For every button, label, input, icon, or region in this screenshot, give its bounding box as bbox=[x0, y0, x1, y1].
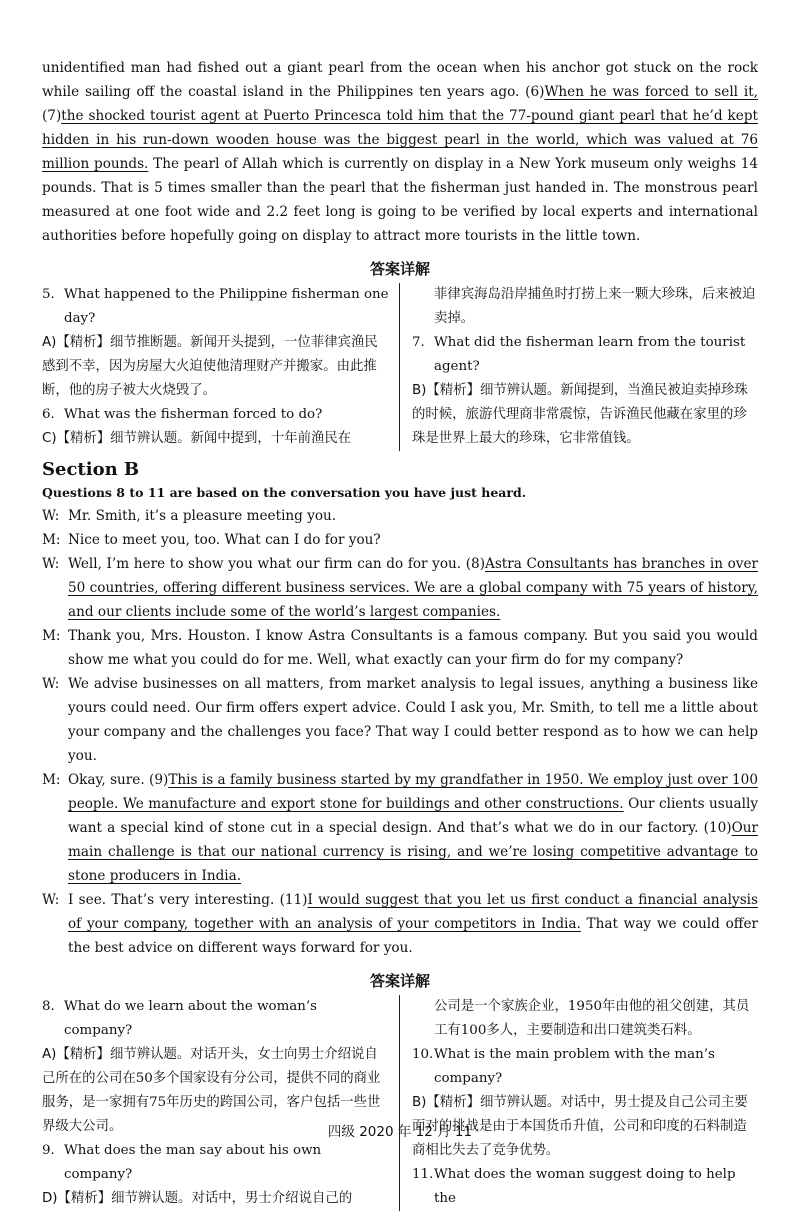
section-instruction: Questions 8 to 11 are based on the conversation you have just heard. bbox=[42, 485, 527, 500]
answer-column-right bbox=[400, 283, 758, 451]
answer-6: C)【精析】细节辨认题。新闻中提到，十年前渔民在 bbox=[42, 431, 352, 446]
page-content bbox=[42, 56, 758, 1211]
underlined-answer-6: When he was forced to sell it, bbox=[544, 84, 758, 100]
section-b-title: Section B bbox=[42, 459, 140, 480]
underlined-answer-7: the shocked tourist agent at Puerto Princesca told him that the 77-pound giant pearl that he’d kept hidden in his run-down wooden house was the biggest pearl in the world, which was valued at 76 million pounds. bbox=[42, 108, 758, 172]
question-10: 10. What is the main problem with the man’s company? bbox=[412, 1047, 715, 1086]
passage-paragraph: unidentified man had fished out a giant pearl from the ocean when his anchor got stuck on the rock while sailing off the coastal island in the Philippines ten years ago. (6)When he was forced to sell it, (7)the shocked tourist agent at Puerto Princesca told him that the 77-pound giant pearl that he’d kept hidden in his run-down wooden house was the biggest pearl in the world, which was valued at 76 million pounds. The pearl of Allah which is currently on display in a New York museum only weighs 14 pounds. That is 5 times smaller than the pearl that the fisherman just handed in. The monstrous pearl measured at one foot wide and 2.2 feet long is going to be verified by local experts and international authorities before hopefully going on display to attract more tourists in the little town. bbox=[42, 60, 758, 244]
underlined-answer-11: I would suggest that you let us first conduct a financial analysis of your company, together with an analysis of your competitors in India. bbox=[68, 892, 758, 932]
dialogue-line: W: I see. That’s very interesting. (11)I would suggest that you let us first conduct a financial analysis of your company, together with an analysis of your competitors in India. That way we could offer the best advice on different ways forward for you. bbox=[42, 892, 758, 956]
underlined-answer-10: Our main challenge is that our national currency is rising, and we’re losing competitive advantage to stone producers in India. bbox=[68, 820, 758, 884]
answer-heading-1: 答案详解 bbox=[369, 260, 430, 278]
answer-6-continued: 菲律宾海岛沿岸捕鱼时打捞上来一颗大珍珠，后来被迫卖掉。 bbox=[434, 287, 756, 326]
answer-column-left bbox=[42, 995, 400, 1211]
question-5: 5. What happened to the Philippine fisherman one day? bbox=[42, 287, 389, 326]
underlined-answer-8: Astra Consultants has branches in over 50 countries, offering different business services. We are a global company with 75 years of history, and our clients include some of the world’s largest companies. bbox=[68, 556, 758, 620]
answer-9: D)【精析】细节辨认题。对话中，男士介绍说自己的 bbox=[42, 1191, 353, 1206]
answer-9-continued: 公司是一个家族企业，1950年由他的祖父创建，其员工有100多人，主要制造和出口建筑类石料。 bbox=[434, 999, 750, 1038]
question-8: 8. What do we learn about the woman’s company? bbox=[42, 999, 318, 1038]
dialogue-line: M: Nice to meet you, too. What can I do for you? bbox=[42, 532, 381, 548]
dialogue-line: M: Thank you, Mrs. Houston. I know Astra Consultants is a famous company. But you said you would show me what you could do for me. Well, what exactly can your firm do for my company? bbox=[42, 628, 758, 668]
answer-7: B)【精析】细节辨认题。新闻提到，当渔民被迫卖掉珍珠的时候，旅游代理商非常震惊，告诉渔民他藏在家里的珍珠是世界上最大的珍珠，它非常值钱。 bbox=[412, 383, 748, 446]
underlined-answer-9: This is a family business started by my grandfather in 1950. We employ just over 100 people. We manufacture and export stone for buildings and other constructions. bbox=[68, 772, 758, 812]
page-footer: 四级 2020 年 12 月 11 bbox=[327, 1124, 473, 1140]
answer-column-left bbox=[42, 283, 400, 451]
dialogue-line: W: Well, I’m here to show you what our firm can do for you. (8)Astra Consultants has branches in over 50 countries, offering different business services. We are a global company with 75 years of history, and our clients include some of the world’s largest companies. bbox=[42, 556, 758, 620]
answer-columns-1 bbox=[42, 283, 758, 451]
answer-heading-2: 答案详解 bbox=[369, 972, 430, 990]
dialogue-line: M: Okay, sure. (9)This is a family business started by my grandfather in 1950. We employ just over 100 people. We manufacture and export stone for buildings and other constructions. Our clients usually want a special kind of stone cut in a special design. And that’s what we do in our factory. (10)Our main challenge is that our national currency is rising, and we’re losing competitive advantage to stone producers in India. bbox=[42, 772, 759, 884]
dialogue-line: W: Mr. Smith, it’s a pleasure meeting you. bbox=[42, 508, 337, 524]
answer-8: A)【精析】细节辨认题。对话开头，女士向男士介绍说自己所在的公司在50多个国家设有分公司，提供不同的商业服务，是一家拥有75年历史的跨国公司，客户包括一些世界级大公司。 bbox=[42, 1047, 381, 1134]
dialogue-line: W: We advise businesses on all matters, from market analysis to legal issues, anything a business like yours could need. Our firm offers expert advice. Could I ask you, Mr. Smith, to tell me a little about your company and the challenges you face? That way I could better respond as to how we can help you. bbox=[42, 676, 758, 764]
question-6: 6. What was the fisherman forced to do? bbox=[42, 407, 323, 422]
answer-10: B)【精析】细节辨认题。对话中，男士提及自己公司主要面对的挑战是由于本国货币升值，公司和印度的石料制造商相比失去了竞争优势。 bbox=[412, 1095, 748, 1158]
answer-5: A)【精析】细节推断题。新闻开头提到，一位菲律宾渔民感到不幸，因为房屋大火迫使他清理财产并搬家。由此推断，他的房子被大火烧毁了。 bbox=[42, 335, 378, 398]
question-9: 9. What does the man say about his own company? bbox=[42, 1143, 322, 1182]
answer-columns-2 bbox=[42, 995, 758, 1211]
answer-column-right bbox=[400, 995, 758, 1211]
question-7: 7. What did the fisherman learn from the tourist agent? bbox=[412, 335, 746, 374]
question-11: 11. What does the woman suggest doing to help the bbox=[412, 1167, 736, 1206]
